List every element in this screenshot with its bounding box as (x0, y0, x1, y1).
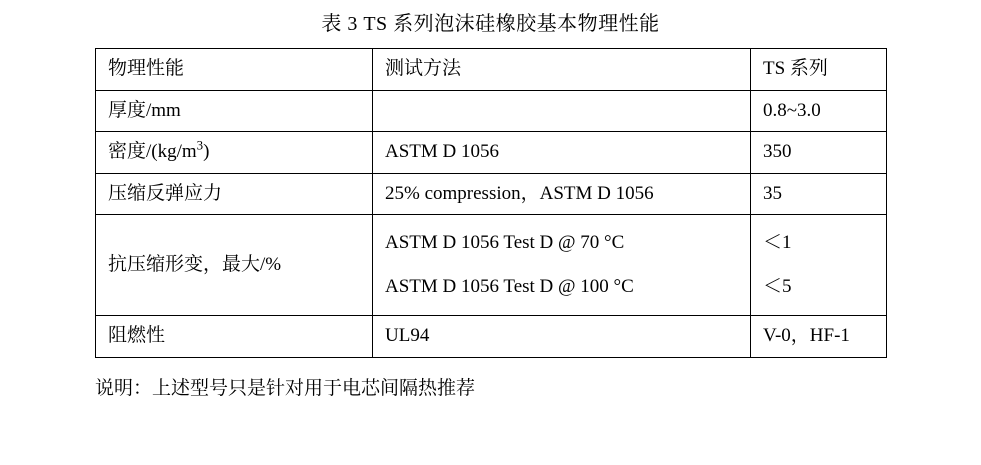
cell-property-compression-force: 压缩反弹应力 (96, 173, 373, 215)
cell-property-density (96, 132, 373, 174)
value-lines-group (763, 221, 874, 309)
cell-method-density: ASTM D 1056 (373, 132, 751, 174)
table-row (96, 90, 887, 132)
table-row (96, 215, 887, 316)
header-cell-property: 物理性能 (96, 49, 373, 91)
cell-value-density: 350 (751, 132, 887, 174)
table-note: 说明：上述型号只是针对用于电芯间隔热推荐 (95, 377, 476, 399)
header-cell-method: 测试方法 (373, 49, 751, 91)
cell-value-compression-force: 35 (751, 173, 887, 215)
value-line-100c: ＜5 (763, 275, 792, 297)
table-row (96, 173, 887, 215)
cell-property-compression-set: 抗压缩形变，最大/% (96, 215, 373, 316)
value-line-70c: ＜1 (763, 231, 792, 253)
density-label-prefix: 密度/(kg/m (108, 141, 197, 162)
cell-method-compression-force: 25% compression，ASTM D 1056 (373, 173, 751, 215)
table-caption: 表 3 TS 系列泡沫硅橡胶基本物理性能 (321, 13, 660, 35)
method-line-100c: ASTM D 1056 Test D @ 100 °C (385, 275, 634, 297)
table-container (0, 48, 981, 358)
table-row (96, 132, 887, 174)
table-header-row (96, 49, 887, 91)
cell-value-compression-set (751, 215, 887, 316)
physical-properties-table (95, 48, 887, 358)
cell-property-thickness: 厚度/mm (96, 90, 373, 132)
cell-property-flammability: 阻燃性 (96, 316, 373, 358)
cell-method-flammability: UL94 (373, 316, 751, 358)
method-line-70c: ASTM D 1056 Test D @ 70 °C (385, 231, 625, 253)
cell-value-flammability: V-0，HF-1 (751, 316, 887, 358)
method-lines-group (385, 221, 738, 309)
density-label-suffix: ) (203, 141, 210, 162)
table-row (96, 316, 887, 358)
header-cell-series: TS 系列 (751, 49, 887, 91)
density-label-superscript: 3 (196, 137, 204, 153)
cell-method-compression-set (373, 215, 751, 316)
cell-value-thickness: 0.8~3.0 (751, 90, 887, 132)
cell-method-thickness (373, 90, 751, 132)
